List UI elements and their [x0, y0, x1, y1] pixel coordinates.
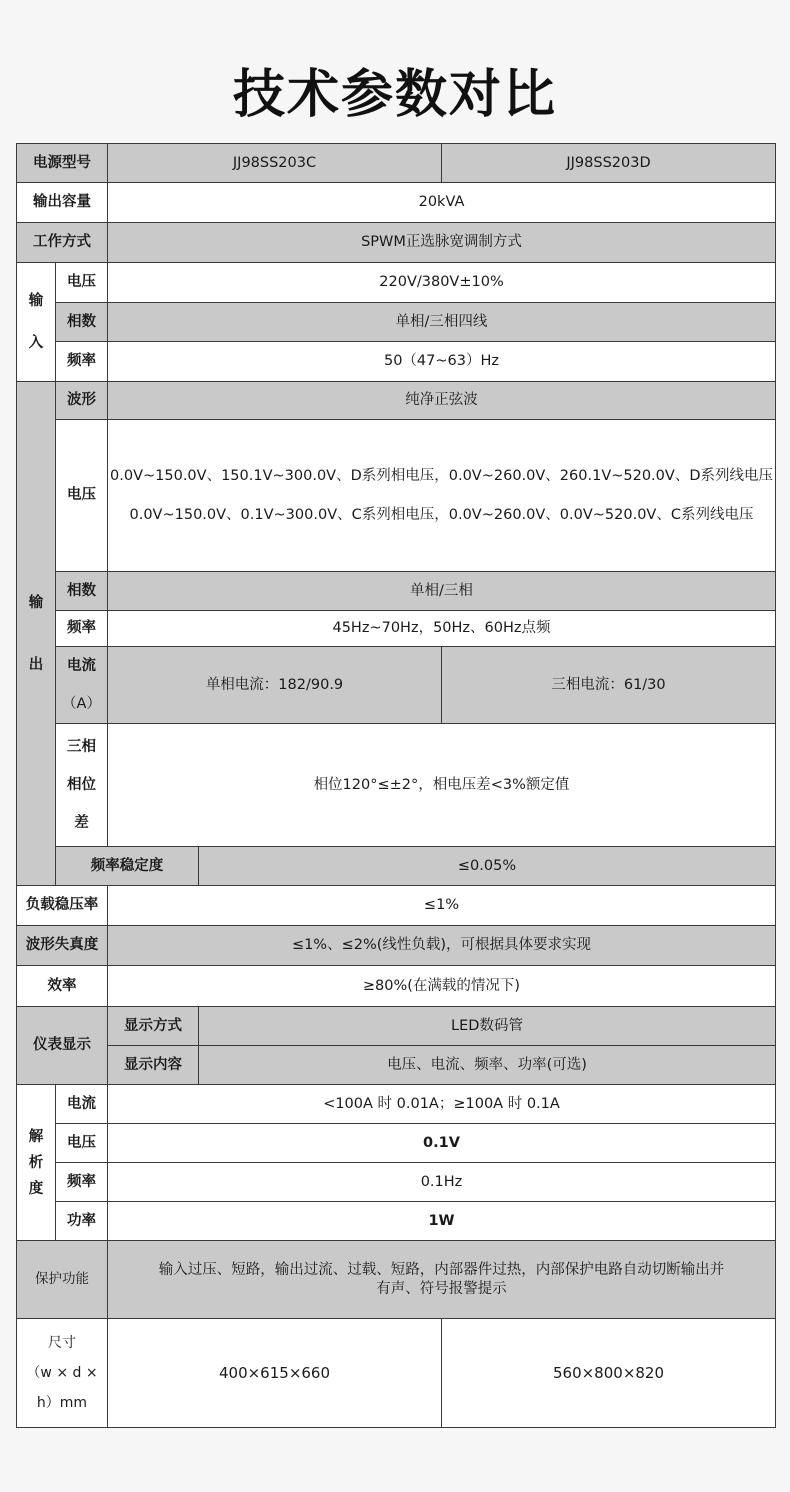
row-resolution-current	[17, 1085, 776, 1124]
row-input-voltage	[17, 263, 776, 303]
resolution-freq-label: 频率	[56, 1163, 108, 1202]
protection-line-2: 有声、符号报警提示	[376, 1280, 507, 1297]
output-phase-label: 相数	[56, 572, 108, 611]
row-output-current	[17, 647, 776, 724]
size-label: 尺寸 （w × d × h）mm	[17, 1319, 108, 1428]
row-resolution-voltage	[17, 1124, 776, 1163]
load-regulation-value: ≤1%	[108, 886, 776, 926]
efficiency-label: 效率	[17, 966, 108, 1007]
row-model	[17, 144, 776, 183]
input-label: 输 入	[17, 263, 56, 382]
protection-line-1: 输入过压、短路，输出过流、过载、短路，内部器件过热，内部保护电路自动切断输出并	[158, 1262, 725, 1279]
spec-table	[16, 143, 776, 1428]
meter-mode-value: LED数码管	[199, 1007, 776, 1046]
row-freq-stability	[17, 847, 776, 886]
output-phase-angle-label: 三相 相位 差	[56, 724, 108, 847]
row-output-phase	[17, 572, 776, 611]
size-b: 560×800×820	[442, 1319, 776, 1428]
row-input-freq	[17, 342, 776, 382]
distortion-label: 波形失真度	[17, 926, 108, 966]
output-current-single: 单相电流：182/90.9	[108, 647, 442, 724]
output-phase-value: 单相/三相	[108, 572, 776, 611]
meter-content-label: 显示内容	[108, 1046, 199, 1085]
row-output-waveform	[17, 382, 776, 420]
output-label: 输 出	[17, 382, 56, 886]
row-output-voltage	[17, 420, 776, 572]
distortion-value: ≤1%、≤2%(线性负载)，可根据具体要求实现	[108, 926, 776, 966]
output-freq-label: 频率	[56, 611, 108, 647]
protection-label: 保护功能	[17, 1241, 108, 1319]
page-title: 技术参数对比	[232, 65, 557, 125]
row-capacity	[17, 183, 776, 223]
freq-stability-value: ≤0.05%	[199, 847, 776, 886]
meter-mode-label: 显示方式	[108, 1007, 199, 1046]
input-freq-value: 50（47~63）Hz	[108, 342, 776, 382]
model-a: JJ98SS203C	[108, 144, 442, 183]
row-protection	[17, 1241, 776, 1319]
output-current-label: 电流 （A）	[56, 647, 108, 724]
output-voltage-value	[108, 420, 776, 572]
row-resolution-power	[17, 1202, 776, 1241]
row-load-regulation	[17, 886, 776, 926]
efficiency-value: ≥80%(在满载的情况下)	[108, 966, 776, 1007]
output-waveform-label: 波形	[56, 382, 108, 420]
resolution-power-value: 1W	[108, 1202, 776, 1241]
resolution-current-value: <100A 时 0.01A；≥100A 时 0.1A	[108, 1085, 776, 1124]
row-distortion	[17, 926, 776, 966]
output-waveform-value: 纯净正弦波	[108, 382, 776, 420]
row-input-phase	[17, 303, 776, 342]
size-a: 400×615×660	[108, 1319, 442, 1428]
output-freq-value: 45Hz~70Hz，50Hz、60Hz点频	[108, 611, 776, 647]
row-mode	[17, 223, 776, 263]
model-label: 电源型号	[17, 144, 108, 183]
resolution-freq-value: 0.1Hz	[108, 1163, 776, 1202]
input-freq-label: 频率	[56, 342, 108, 382]
load-regulation-label: 负载稳压率	[17, 886, 108, 926]
mode-label: 工作方式	[17, 223, 108, 263]
row-size	[17, 1319, 776, 1428]
capacity-value: 20kVA	[108, 183, 776, 223]
capacity-label: 输出容量	[17, 183, 108, 223]
row-resolution-freq	[17, 1163, 776, 1202]
row-efficiency	[17, 966, 776, 1007]
resolution-voltage-value: 0.1V	[108, 1124, 776, 1163]
resolution-power-label: 功率	[56, 1202, 108, 1241]
protection-value	[108, 1241, 776, 1319]
input-phase-label: 相数	[56, 303, 108, 342]
row-meter-content	[17, 1046, 776, 1085]
row-output-freq	[17, 611, 776, 647]
input-voltage-value: 220V/380V±10%	[108, 263, 776, 303]
output-voltage-line-2: 0.0V~150.0V、0.1V~300.0V、C系列相电压，0.0V~260.0V、0.0V~520.0V、C系列线电压	[129, 506, 754, 523]
output-current-three: 三相电流：61/30	[442, 647, 776, 724]
resolution-current-label: 电流	[56, 1085, 108, 1124]
input-voltage-label: 电压	[56, 263, 108, 303]
output-voltage-line-1: 0.0V~150.0V、150.1V~300.0V、D系列相电压，0.0V~260.0V、260.1V~520.0V、D系列线电压	[110, 467, 773, 484]
resolution-voltage-label: 电压	[56, 1124, 108, 1163]
input-phase-value: 单相/三相四线	[108, 303, 776, 342]
row-output-phase-angle	[17, 724, 776, 847]
resolution-label: 解 析 度	[17, 1085, 56, 1241]
freq-stability-label: 频率稳定度	[56, 847, 199, 886]
mode-value: SPWM正选脉宽调制方式	[108, 223, 776, 263]
row-meter-mode	[17, 1007, 776, 1046]
meter-label: 仪表显示	[17, 1007, 108, 1085]
output-phase-angle-value: 相位120°≤±2°，相电压差<3%额定值	[108, 724, 776, 847]
meter-content-value: 电压、电流、频率、功率(可选)	[199, 1046, 776, 1085]
output-voltage-label: 电压	[56, 420, 108, 572]
model-b: JJ98SS203D	[442, 144, 776, 183]
